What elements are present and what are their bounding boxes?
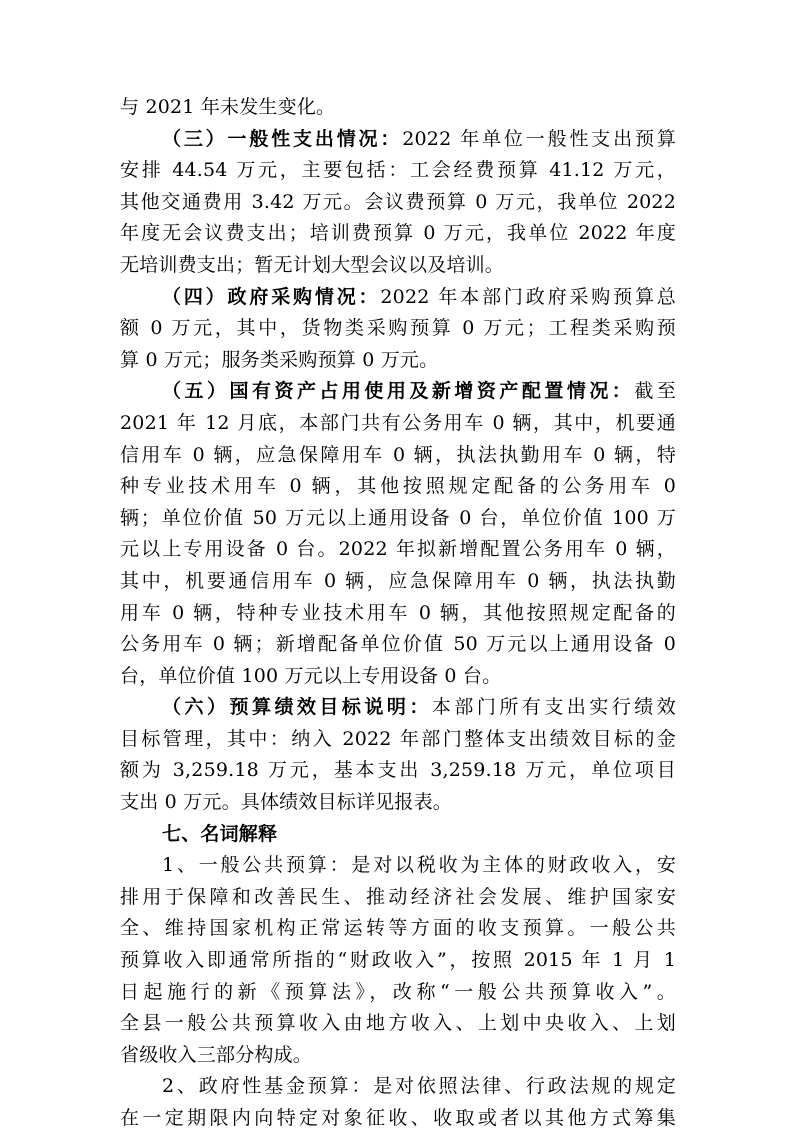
text-line: （三）一般性支出情况：2022 年单位一般性支出预算 bbox=[162, 127, 676, 150]
text-line: 全县一般公共预算收入由地方收入、上划中央收入、上划 bbox=[120, 1012, 676, 1035]
text-line: （四）政府采购情况：2022 年本部门政府采购预算总 bbox=[162, 285, 676, 308]
document-page bbox=[120, 92, 676, 1135]
text-line: 算 0 万元；服务类采购预算 0 万元。 bbox=[120, 348, 439, 371]
text-line: 目标管理，其中：纳入 2022 年部门整体支出绩效目标的金 bbox=[120, 727, 676, 750]
section-heading: （五）国有资产占用使用及新增资产配置情况： bbox=[162, 380, 635, 403]
text-line: 2、政府性基金预算：是对依照法律、行政法规的规定 bbox=[162, 1075, 676, 1098]
text-line: 年度无会议费支出；培训费预算 0 万元，我单位 2022 年度 bbox=[120, 222, 676, 245]
text-line: 安排 44.54 万元，主要包括：工会经费预算 41.12 万元， bbox=[120, 159, 676, 182]
text-line: 其他交通费用 3.42 万元。会议费预算 0 万元，我单位 2022 bbox=[120, 190, 676, 213]
chapter-heading: 七、名词解释 bbox=[162, 822, 278, 845]
text-line: 额为 3,259.18 万元，基本支出 3,259.18 万元，单位项目 bbox=[120, 759, 676, 782]
text-line: 在一定期限内向特定对象征收、收取或者以其他方式筹集 bbox=[120, 1107, 676, 1129]
text-line: 与 2021 年未发生变化。 bbox=[120, 96, 336, 118]
text-line: 无培训费支出；暂无计划大型会议以及培训。 bbox=[120, 253, 505, 276]
text-line: 其中，机要通信用车 0 辆，应急保障用车 0 辆，执法执勤 bbox=[120, 569, 676, 592]
text-line: 排用于保障和改善民生、推动经济社会发展、维护国家安 bbox=[120, 885, 676, 908]
section-heading: （四）政府采购情况： bbox=[162, 285, 381, 308]
text-line: 日起施行的新《预算法》，改称“一般公共预算收入”。 bbox=[120, 980, 676, 1003]
section-heading: （三）一般性支出情况： bbox=[162, 127, 403, 150]
text-line: 种专业技术用车 0 辆，其他按照规定配备的公务用车 0 bbox=[120, 475, 676, 498]
text-line: 公务用车 0 辆；新增配备单位价值 50 万元以上通用设备 0 bbox=[120, 633, 676, 656]
text-line: 省级收入三部分构成。 bbox=[120, 1043, 313, 1066]
text-line: 1、一般公共预算：是对以税收为主体的财政收入，安 bbox=[162, 854, 676, 877]
text-line: 支出 0 万元。具体绩效目标详见报表。 bbox=[120, 791, 452, 814]
text-line: 全、维持国家机构正常运转等方面的收支预算。一般公共 bbox=[120, 917, 676, 940]
text-line: 用车 0 辆，特种专业技术用车 0 辆，其他按照规定配备的 bbox=[120, 601, 676, 624]
text-line: （六）预算绩效目标说明：本部门所有支出实行绩效 bbox=[162, 696, 676, 719]
text-line: 台，单位价值 100 万元以上专用设备 0 台。 bbox=[120, 664, 502, 687]
text-line: 预算收入即通常所指的“财政收入”，按照 2015 年 1 月 1 bbox=[120, 949, 676, 972]
text-line: 信用车 0 辆，应急保障用车 0 辆，执法执勤用车 0 辆，特 bbox=[120, 443, 676, 466]
section-heading: （六）预算绩效目标说明： bbox=[162, 696, 432, 719]
text-line: 2021 年 12 月底，本部门共有公务用车 0 辆，其中，机要通 bbox=[120, 411, 676, 434]
text-line bbox=[120, 819, 676, 851]
text-line: （五）国有资产占用使用及新增资产配置情况：截至 bbox=[162, 380, 677, 403]
text-line: 辆；单位价值 50 万元以上通用设备 0 台，单位价值 100 万 bbox=[120, 506, 676, 529]
text-line: 元以上专用设备 0 台。2022 年拟新增配置公务用车 0 辆， bbox=[120, 538, 676, 561]
text-line: 额 0 万元，其中，货物类采购预算 0 万元；工程类采购预 bbox=[120, 317, 676, 340]
